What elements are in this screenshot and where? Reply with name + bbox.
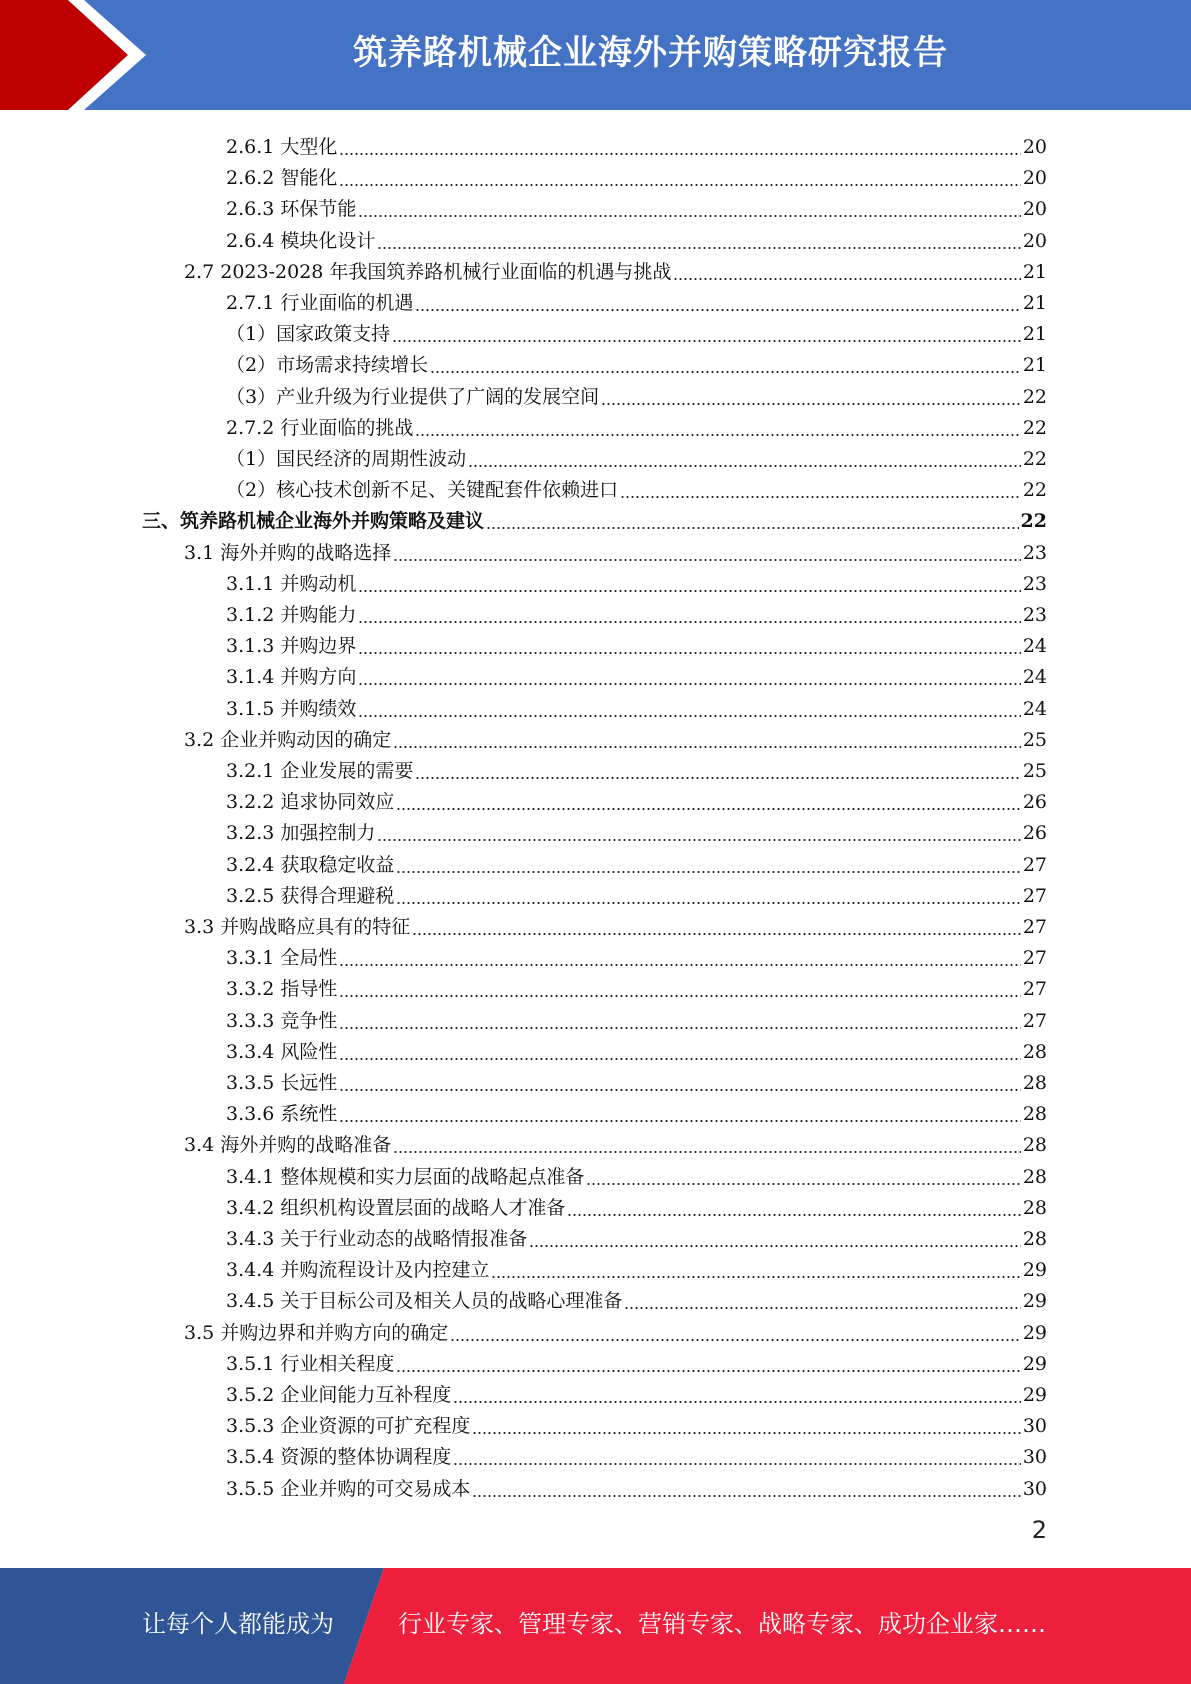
toc-dot-leader (620, 496, 1021, 498)
toc-dot-leader (339, 964, 1020, 966)
toc-dot-leader (396, 871, 1020, 873)
toc-entry-page: 23 (1022, 604, 1047, 626)
toc-entry-title: 3.3.1 全局性 (226, 947, 338, 970)
toc-entry-title: 3.4.2 组织机构设置层面的战略人才准备 (226, 1196, 566, 1219)
toc-entry-page: 27 (1022, 978, 1047, 1001)
toc-entry[interactable] (226, 970, 1047, 1001)
toc-dot-leader (468, 465, 1021, 467)
toc-dot-leader (339, 995, 1020, 997)
toc-dot-leader (472, 1432, 1020, 1434)
toc-dot-leader (396, 808, 1020, 810)
toc-entry[interactable] (226, 128, 1047, 159)
toc-entry-title: 2.6.2 智能化 (226, 167, 338, 190)
toc-entry[interactable] (184, 1314, 1047, 1345)
toc-entry-title: 3.1.1 并购动机 (226, 572, 357, 595)
toc-entry-title: 3.3.4 风险性 (226, 1040, 338, 1063)
toc-entry[interactable] (226, 1470, 1047, 1501)
toc-entry-page: 29 (1022, 1321, 1047, 1344)
toc-entry-page: 28 (1022, 1134, 1047, 1157)
toc-entry[interactable] (226, 284, 1047, 315)
toc-entry-page: 27 (1022, 1009, 1047, 1032)
toc-entry-page: 30 (1022, 1477, 1047, 1500)
toc-entry-page: 20 (1022, 167, 1047, 190)
toc-entry-page: 24 (1022, 697, 1047, 720)
toc-entry-page: 25 (1022, 760, 1047, 782)
toc-entry-title: 3.3 并购战略应具有的特征 (184, 916, 411, 938)
toc-entry-title: （1）国民经济的周期性波动 (226, 448, 467, 470)
toc-entry[interactable] (226, 658, 1047, 689)
toc-entry[interactable] (226, 1220, 1047, 1251)
toc-dot-leader (415, 434, 1020, 436)
toc-entry-title: 3.3.6 系统性 (226, 1103, 338, 1126)
toc-entry-page: 27 (1022, 884, 1047, 907)
toc-entry-title: 3.4.5 关于目标公司及相关人员的战略心理准备 (226, 1290, 623, 1313)
toc-dot-leader (415, 777, 1020, 779)
toc-dot-leader (453, 1401, 1020, 1403)
toc-entry-page: 29 (1022, 1384, 1047, 1406)
toc-entry-page: 28 (1022, 1196, 1047, 1219)
toc-entry-title: 3.4 海外并购的战略准备 (184, 1134, 392, 1157)
toc-dot-leader (472, 1495, 1020, 1497)
toc-entry-title: 3.2.3 加强控制力 (226, 822, 376, 845)
toc-entry-title: 3.3.3 竞争性 (226, 1009, 338, 1032)
toc-entry-title: 2.6.3 环保节能 (226, 198, 357, 221)
toc-entry-page: 21 (1022, 260, 1047, 283)
toc-entry-page: 27 (1022, 916, 1047, 938)
toc-entry-title: 3.3.5 长远性 (226, 1072, 338, 1094)
toc-entry-title: 3.4.4 并购流程设计及内控建立 (226, 1259, 490, 1282)
footer-slogan-right: 行业专家、管理专家、营销专家、战略专家、成功企业家…… (398, 1610, 1046, 1638)
toc-entry-page: 28 (1022, 1072, 1047, 1094)
toc-entry-page: 29 (1022, 1259, 1047, 1282)
toc-entry[interactable] (142, 502, 1047, 533)
toc-dot-leader (339, 1027, 1020, 1029)
toc-dot-leader (453, 1463, 1020, 1465)
page-footer (0, 1568, 1191, 1684)
toc-entry[interactable] (226, 627, 1047, 658)
toc-entry-title: 3.1.3 并购边界 (226, 635, 357, 658)
toc-entry-title: 3.4.3 关于行业动态的战略情报准备 (226, 1228, 528, 1250)
chevron-logo-icon (0, 0, 160, 110)
toc-dot-leader (586, 1183, 1020, 1185)
page-number: 2 (1031, 1516, 1047, 1544)
toc-dot-leader (567, 1214, 1020, 1216)
toc-entry-title: 2.6.1 大型化 (226, 136, 338, 158)
toc-dot-leader (624, 1307, 1020, 1309)
toc-dot-leader (393, 746, 1021, 748)
toc-entry-title: 3.1.4 并购方向 (226, 666, 357, 689)
toc-entry-page: 26 (1022, 791, 1047, 814)
toc-dot-leader (393, 1151, 1021, 1153)
toc-entry[interactable] (226, 846, 1047, 877)
toc-entry-page: 26 (1022, 822, 1047, 845)
toc-entry-page: 28 (1022, 1040, 1047, 1063)
toc-dot-leader (412, 933, 1021, 935)
toc-entry-title: 3.5 并购边界和并购方向的确定 (184, 1321, 449, 1344)
toc-entry-title: 3.2 企业并购动因的确定 (184, 728, 392, 751)
toc-entry-page: 23 (1022, 541, 1047, 564)
toc-entry-page: 21 (1022, 354, 1047, 377)
toc-entry[interactable] (226, 596, 1047, 627)
toc-dot-leader (491, 1276, 1020, 1278)
toc-entry-title: （1）国家政策支持 (226, 323, 391, 346)
toc-entry-page: 22 (1022, 385, 1047, 408)
toc-entry-title: 3.2.4 获取稳定收益 (226, 853, 395, 876)
toc-entry[interactable] (226, 690, 1047, 721)
toc-dot-leader (377, 247, 1020, 249)
toc-entry[interactable] (226, 1345, 1047, 1376)
toc-entry[interactable] (226, 752, 1047, 783)
toc-entry-title: 3.3.2 指导性 (226, 978, 338, 1001)
toc-entry[interactable] (226, 1002, 1047, 1033)
toc-dot-leader (486, 527, 1019, 529)
toc-entry-page: 21 (1022, 323, 1047, 346)
toc-entry[interactable] (226, 222, 1047, 253)
toc-dot-leader (358, 683, 1020, 685)
toc-entry-title: 3.1 海外并购的战略选择 (184, 541, 392, 564)
toc-dot-leader (339, 1089, 1020, 1091)
toc-entry-page: 28 (1022, 1103, 1047, 1126)
toc-entry[interactable] (226, 1282, 1047, 1313)
toc-entry[interactable] (226, 565, 1047, 596)
toc-dot-leader (430, 371, 1021, 373)
toc-entry[interactable] (226, 315, 1047, 346)
toc-entry-title: 三、筑养路机械企业海外并购策略及建议 (142, 510, 485, 533)
toc-entry[interactable] (226, 1189, 1047, 1220)
toc-entry[interactable] (226, 346, 1047, 377)
toc-dot-leader (339, 184, 1020, 186)
toc-entry-page: 27 (1022, 853, 1047, 876)
toc-entry[interactable] (226, 440, 1047, 471)
toc-entry-page: 20 (1022, 198, 1047, 221)
toc-entry-title: 3.5.3 企业资源的可扩充程度 (226, 1415, 471, 1438)
toc-entry-title: （2）核心技术创新不足、关键配套件依赖进口 (226, 479, 619, 502)
toc-dot-leader (396, 902, 1020, 904)
toc-entry[interactable] (226, 1064, 1047, 1095)
toc-dot-leader (358, 215, 1020, 217)
toc-entry[interactable] (226, 409, 1047, 440)
footer-slogan-left: 让每个人都能成为 (142, 1610, 334, 1638)
toc-dot-leader (529, 1245, 1020, 1247)
toc-entry-page: 28 (1022, 1165, 1047, 1188)
toc-entry-title: （2）市场需求持续增长 (226, 354, 429, 377)
toc-entry-page: 24 (1022, 666, 1047, 689)
toc-entry-page: 20 (1022, 136, 1047, 158)
toc-dot-leader (339, 1120, 1020, 1122)
report-title: 筑养路机械企业海外并购策略研究报告 (353, 33, 948, 73)
toc-entry-title: 2.7.2 行业面临的挑战 (226, 416, 414, 439)
toc-entry-page: 22 (1022, 416, 1047, 439)
toc-entry[interactable] (226, 1158, 1047, 1189)
toc-entry[interactable] (184, 721, 1047, 752)
toc-dot-leader (396, 1370, 1020, 1372)
toc-entry-page: 21 (1022, 292, 1047, 314)
toc-entry-title: 3.1.2 并购能力 (226, 604, 357, 626)
toc-entry[interactable] (226, 1033, 1047, 1064)
toc-entry[interactable] (226, 877, 1047, 908)
toc-entry-page: 22 (1020, 510, 1047, 533)
toc-entry-title: 2.6.4 模块化设计 (226, 229, 376, 252)
toc-entry[interactable] (226, 939, 1047, 970)
toc-entry-page: 20 (1022, 229, 1047, 252)
toc-dot-leader (450, 1339, 1021, 1341)
toc-entry[interactable] (226, 1407, 1047, 1438)
toc-entry[interactable] (226, 1376, 1047, 1407)
toc-dot-leader (358, 621, 1020, 623)
toc-entry[interactable] (226, 1438, 1047, 1469)
toc-entry-page: 23 (1022, 572, 1047, 595)
toc-entry-page: 29 (1022, 1290, 1047, 1313)
toc-entry[interactable] (226, 190, 1047, 221)
toc-entry-title: 3.5.1 行业相关程度 (226, 1352, 395, 1375)
toc-dot-leader (392, 340, 1021, 342)
toc-entry-title: 3.4.1 整体规模和实力层面的战略起点准备 (226, 1165, 585, 1188)
toc-entry-title: 3.5.2 企业间能力互补程度 (226, 1384, 452, 1406)
toc-dot-leader (358, 652, 1020, 654)
toc-dot-leader (339, 1058, 1020, 1060)
toc-entry[interactable] (226, 378, 1047, 409)
toc-dot-leader (673, 278, 1020, 280)
toc-dot-leader (415, 309, 1020, 311)
toc-entry-page: 25 (1022, 728, 1047, 751)
toc-entry[interactable] (184, 1126, 1047, 1157)
toc-entry-title: 3.5.4 资源的整体协调程度 (226, 1446, 452, 1469)
toc-entry[interactable] (226, 159, 1047, 190)
toc-entry-title: 3.2.1 企业发展的需要 (226, 760, 414, 782)
toc-entry-title: （3）产业升级为行业提供了广阔的发展空间 (226, 385, 600, 408)
toc-entry[interactable] (184, 908, 1047, 939)
toc-dot-leader (601, 403, 1021, 405)
toc-entry-title: 2.7 2023-2028 年我国筑养路机械行业面临的机遇与挑战 (184, 260, 672, 283)
toc-entry-title: 3.2.5 获得合理避税 (226, 884, 395, 907)
toc-entry-page: 27 (1022, 947, 1047, 970)
toc-entry[interactable] (184, 253, 1047, 284)
toc-entry[interactable] (226, 1095, 1047, 1126)
toc-entry-page: 30 (1022, 1446, 1047, 1469)
toc-dot-leader (339, 153, 1020, 155)
toc-entry-title: 2.7.1 行业面临的机遇 (226, 292, 414, 314)
toc-dot-leader (358, 715, 1020, 717)
toc-entry-page: 30 (1022, 1415, 1047, 1438)
page-header (0, 0, 1191, 110)
toc-entry[interactable] (226, 471, 1047, 502)
toc-dot-leader (377, 839, 1020, 841)
toc-entry[interactable] (226, 1251, 1047, 1282)
toc-entry-page: 29 (1022, 1352, 1047, 1375)
toc-entry[interactable] (226, 783, 1047, 814)
toc-entry-page: 24 (1022, 635, 1047, 658)
toc-entry-title: 3.1.5 并购绩效 (226, 697, 357, 720)
toc-entry-page: 28 (1022, 1228, 1047, 1250)
toc-entry[interactable] (226, 814, 1047, 845)
toc-dot-leader (358, 590, 1020, 592)
toc-entry-title: 3.2.2 追求协同效应 (226, 791, 395, 814)
toc-entry-page: 22 (1022, 448, 1047, 470)
toc-entry-title: 3.5.5 企业并购的可交易成本 (226, 1477, 471, 1500)
toc-entry[interactable] (184, 534, 1047, 565)
toc-entry-page: 22 (1022, 479, 1047, 502)
toc-dot-leader (393, 559, 1021, 561)
